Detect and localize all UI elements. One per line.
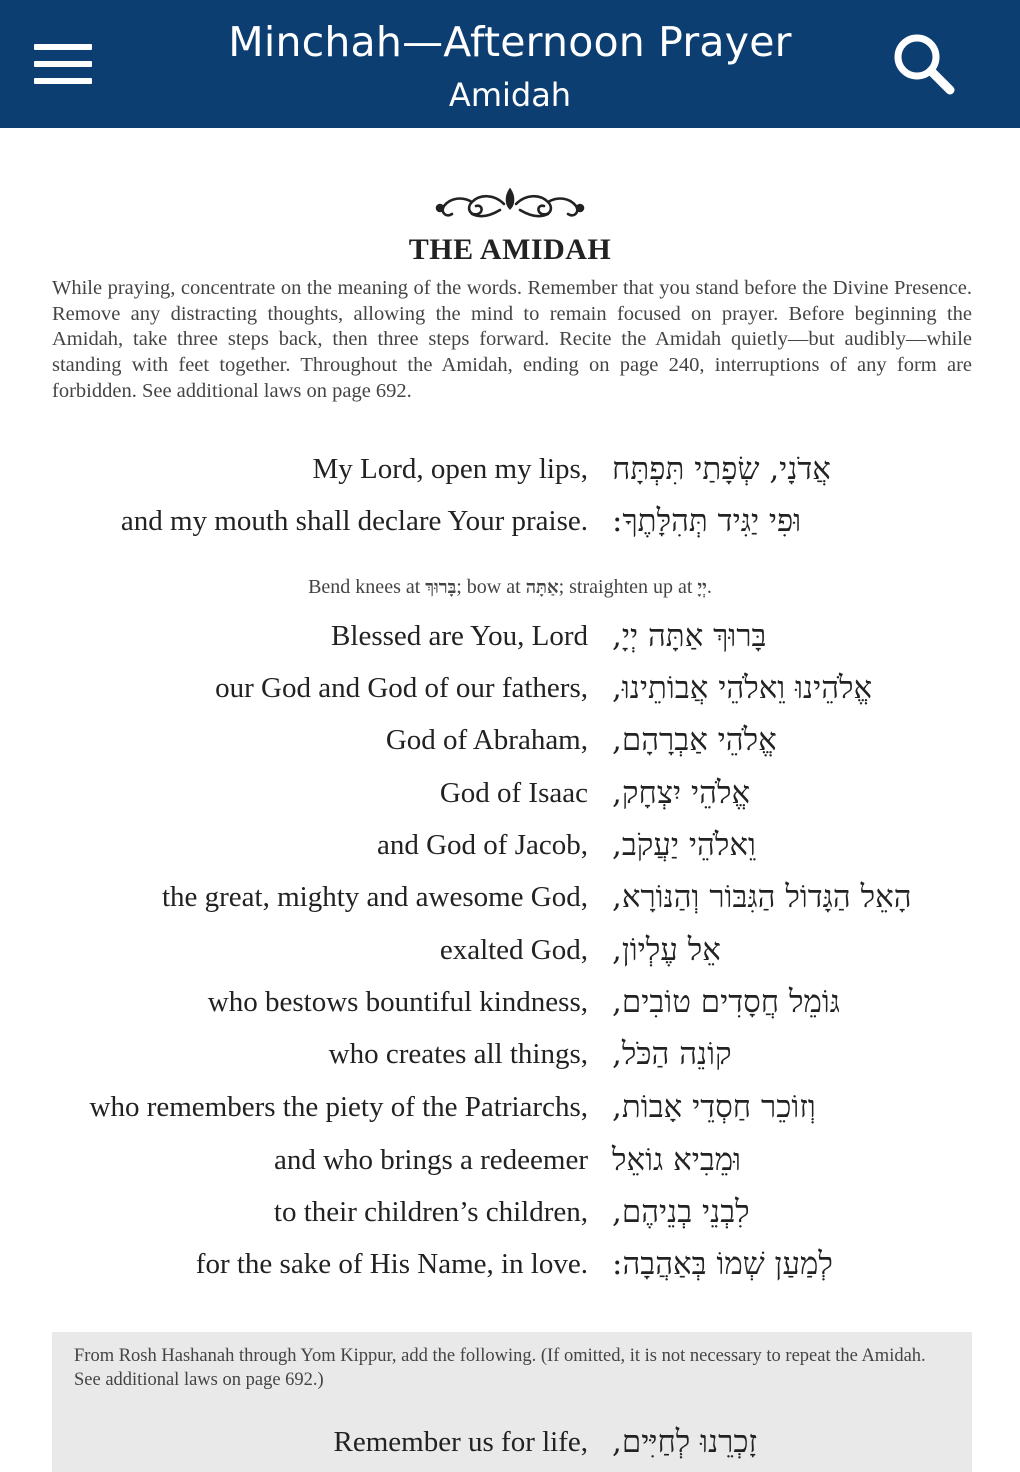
prayer-english: exalted God, [439, 934, 588, 966]
prayer-hebrew [612, 924, 992, 976]
prayer-hebrew [612, 662, 992, 714]
prayer-hebrew-text: אֵל עֶלְיוֹן, [612, 932, 721, 968]
hamburger-menu-icon [34, 44, 92, 50]
blessing-line [0, 1081, 1020, 1133]
search-button[interactable] [886, 26, 962, 102]
blessing-line [0, 1238, 1020, 1290]
prayer-hebrew-text: וּפִי יַגִּיד תְּהִלָּתֶךָ: [612, 503, 802, 539]
prayer-hebrew [612, 976, 992, 1028]
prayer-english: Blessed are You, Lord [331, 620, 588, 652]
prayer-hebrew [612, 871, 992, 923]
bow-instruction [0, 572, 1020, 603]
blessing-line [0, 1186, 1020, 1238]
blessing-line [0, 1028, 1020, 1080]
prayer-hebrew-text: וּמֵבִיא גוֹאֵל [612, 1142, 742, 1178]
blessing-line [0, 1134, 1020, 1186]
prayer-english: who creates all things, [328, 1038, 588, 1070]
prayer-english: Remember us for life, [333, 1426, 588, 1458]
blessing-line [0, 976, 1020, 1028]
prayer-hebrew-text: לִבְנֵי בְנֵיהֶם, [612, 1194, 750, 1230]
prayer-hebrew-text: וְזוֹכֵר חַסְדֵי אָבוֹת, [612, 1089, 816, 1125]
hamburger-menu-icon-bar [34, 61, 92, 67]
prayer-english: My Lord, open my lips, [312, 453, 588, 485]
prayer-hebrew-text: אֱלֹהֵינוּ וֵאלֹהֵי אֲבוֹתֵינוּ, [612, 670, 873, 706]
prayer-hebrew [612, 610, 992, 662]
prayer-hebrew [612, 495, 992, 547]
prayer-hebrew [612, 1081, 992, 1133]
prayer-line-2 [0, 495, 1020, 547]
prayer-hebrew [612, 1416, 992, 1468]
prayer-line-1 [0, 443, 1020, 495]
blessing-line [0, 924, 1020, 976]
menu-button[interactable] [30, 34, 96, 94]
blessing-line [0, 610, 1020, 662]
search-icon [886, 26, 962, 102]
bow-note-part: . [706, 576, 712, 598]
blessing-line [0, 662, 1020, 714]
prayer-hebrew [612, 1238, 992, 1290]
prayer-english: and my mouth shall declare Your praise. [120, 505, 588, 537]
bow-note-hebrew-word: בָּרוּךְ [425, 577, 457, 598]
blessing-line [0, 714, 1020, 766]
blessing-line [0, 871, 1020, 923]
bow-note-part: ; straighten up at [558, 576, 698, 598]
section-title: THE AMIDAH [408, 233, 612, 266]
blessing-line [0, 819, 1020, 871]
prayer-hebrew-text: לְמַעַן שְׁמוֹ בְּאַהֲבָה: [612, 1246, 833, 1282]
prayer-hebrew [612, 1186, 992, 1238]
prayer-english: the great, mighty and awesome God, [161, 881, 588, 913]
prayer-hebrew-text: וֵאלֹהֵי יַעֲקֹב, [612, 827, 756, 863]
bow-note-part: Bend knees at [308, 576, 426, 598]
prayer-hebrew [612, 819, 992, 871]
bow-note-hebrew-word: אַתָּה [525, 577, 559, 598]
prayer-hebrew [612, 767, 992, 819]
prayer-english: who remembers the piety of the Patriarchs, [89, 1091, 588, 1123]
instructions-text: While praying, concentrate on the meaning of the words. Remember that you stand before the Divine Presence. Remove any distracting thoughts, allowing the mind to remain focused on prayer. Before beginning the Amidah, take three steps back, then three steps forward. Recite the Amidah quietly—but audibly—while standing with feet together. Throughout the Amidah, ending on page 240, interruptions of any form are forbidden. See additional laws on page 692. [52, 277, 972, 402]
prayer-english: who bestows bountiful kindness, [207, 986, 588, 1018]
ornament-flourish-icon [430, 184, 590, 224]
prayer-hebrew-text: הָאֵל הַגָּדוֹל הַגִּבּוֹר וְהַנּוֹרָא, [612, 879, 912, 915]
prayer-english: for the sake of His Name, in love. [195, 1248, 588, 1280]
prayer-hebrew-text: גּוֹמֵל חֲסָדִים טוֹבִים, [612, 984, 841, 1020]
prayer-english: and God of Jacob, [376, 829, 588, 861]
app-header [0, 0, 1020, 128]
seasonal-insert-line [0, 1416, 1020, 1468]
prayer-english: our God and God of our fathers, [215, 672, 588, 704]
bow-note-part: ; bow at [456, 576, 526, 598]
prayer-hebrew-text: בָּרוּךְ אַתָּה יְיָ, [612, 618, 767, 654]
page-title: Minchah—Afternoon Prayer [228, 18, 792, 66]
prayer-hebrew-text: קוֹנֵה הַכֹּל, [612, 1036, 732, 1072]
prayer-english: and who brings a redeemer [273, 1144, 588, 1176]
page-subtitle: Amidah [448, 76, 572, 114]
prayer-hebrew [612, 1134, 992, 1186]
prayer-hebrew-text: אֲדֹנָי, שְׂפָתַי תִּפְתָּח [612, 451, 831, 487]
prayer-hebrew [612, 443, 992, 495]
prayer-hebrew [612, 714, 992, 766]
seasonal-insert-note: From Rosh Hashanah through Yom Kippur, add the following. (If omitted, it is not necessary to repeat the Amidah. See additional laws on page 692.) [74, 1346, 926, 1390]
prayer-english: God of Abraham, [385, 724, 588, 756]
prayer-english: God of Isaac [439, 777, 588, 809]
prayer-english: to their children’s children, [273, 1196, 588, 1228]
hamburger-menu-icon-bar [34, 78, 92, 84]
bow-note-hebrew-word: יְיָ [697, 577, 707, 598]
prayer-hebrew-text: זָכְרֵנוּ לְחַיִּים, [612, 1424, 758, 1460]
prayer-hebrew-text: אֱלֹהֵי יִצְחָק, [612, 775, 751, 811]
prayer-hebrew-text: אֱלֹהֵי אַבְרָהָם, [612, 722, 777, 758]
prayer-hebrew [612, 1028, 992, 1080]
blessing-line [0, 767, 1020, 819]
